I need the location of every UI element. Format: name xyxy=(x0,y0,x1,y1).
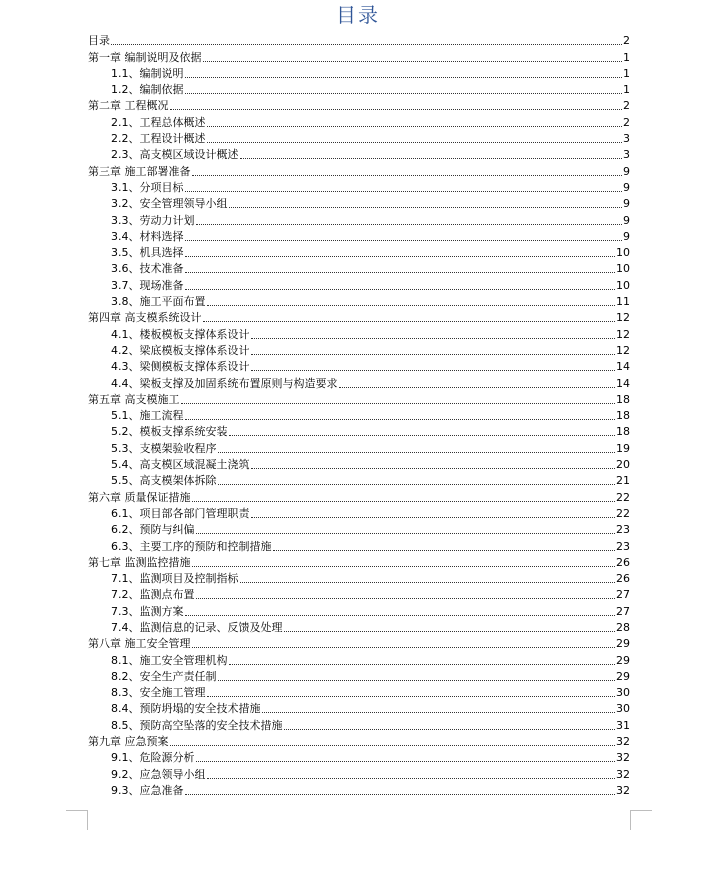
dot-leader xyxy=(185,240,623,241)
dot-leader xyxy=(251,354,616,355)
toc-entry[interactable] xyxy=(88,391,630,407)
dot-leader xyxy=(185,256,616,257)
toc-entry-page-number[interactable]: 1 xyxy=(623,83,630,97)
toc-entry[interactable] xyxy=(88,65,630,81)
dot-leader xyxy=(229,207,623,208)
dot-leader xyxy=(185,77,623,78)
toc-entry[interactable] xyxy=(88,374,630,390)
dot-leader xyxy=(192,566,616,567)
toc-entry-text[interactable]: 7.1、监测项目及控制指标 xyxy=(111,572,239,586)
toc-entry-text[interactable]: 7.2、监测点布置 xyxy=(111,588,195,602)
toc-entry-text[interactable]: 6.2、预防与纠偏 xyxy=(111,523,195,537)
toc-entry-page-number[interactable]: 11 xyxy=(616,295,630,309)
dot-leader xyxy=(196,761,616,762)
toc-entry-page-number[interactable]: 9 xyxy=(623,164,630,178)
crop-mark-left xyxy=(66,810,88,811)
toc-entry-page-number[interactable]: 2 xyxy=(623,99,630,113)
toc-entry-text[interactable]: 3.6、技术准备 xyxy=(111,262,184,276)
toc-entry-page-number[interactable]: 29 xyxy=(616,669,630,683)
dot-leader xyxy=(192,647,616,648)
toc-entry-text[interactable]: 1.2、编制依据 xyxy=(111,83,184,97)
toc-entry[interactable] xyxy=(88,276,630,292)
toc-entry-page-number[interactable]: 22 xyxy=(616,506,630,520)
toc-entry[interactable] xyxy=(88,684,630,700)
toc-entry-page-number[interactable]: 2 xyxy=(623,115,630,129)
toc-entry-page-number[interactable]: 32 xyxy=(616,767,630,781)
toc-entry-text[interactable]: 第七章 监测监控措施 xyxy=(88,555,191,569)
toc-entry-page-number[interactable]: 22 xyxy=(616,490,630,504)
toc-entry[interactable] xyxy=(88,81,630,97)
dot-leader xyxy=(185,419,616,420)
toc-entry-page-number[interactable]: 26 xyxy=(616,572,630,586)
dot-leader xyxy=(273,550,616,551)
toc-entry-page-number[interactable]: 18 xyxy=(616,409,630,423)
dot-leader xyxy=(170,745,616,746)
toc-entry-text[interactable]: 2.1、工程总体概述 xyxy=(111,115,206,129)
toc-entry-text[interactable]: 5.5、高支模架体拆除 xyxy=(111,474,217,488)
toc-entry-page-number[interactable]: 27 xyxy=(616,604,630,618)
toc-entry[interactable] xyxy=(88,228,630,244)
toc-entry-page-number[interactable]: 28 xyxy=(616,620,630,634)
toc-entry-page-number[interactable]: 30 xyxy=(616,686,630,700)
toc-entry-page-number[interactable]: 21 xyxy=(616,474,630,488)
toc-entry-page-number[interactable]: 18 xyxy=(616,425,630,439)
toc-entry-page-number[interactable]: 9 xyxy=(623,197,630,211)
toc-entry[interactable] xyxy=(88,635,630,651)
toc-entry-text[interactable]: 5.3、支模架验收程序 xyxy=(111,441,217,455)
toc-entry-text[interactable]: 9.2、应急领导小组 xyxy=(111,767,206,781)
dot-leader xyxy=(185,191,623,192)
toc-entry[interactable] xyxy=(88,602,630,618)
toc-entry-text[interactable]: 8.4、预防坍塌的安全技术措施 xyxy=(111,702,261,716)
toc-entry-page-number[interactable]: 32 xyxy=(616,735,630,749)
dot-leader xyxy=(170,109,623,110)
toc-entry[interactable] xyxy=(88,619,630,635)
toc-entry-page-number[interactable]: 29 xyxy=(616,653,630,667)
toc-entry-page-number[interactable]: 12 xyxy=(616,343,630,357)
toc-entry[interactable] xyxy=(88,325,630,341)
toc-entry-page-number[interactable]: 9 xyxy=(623,229,630,243)
toc-entry-text[interactable]: 目录 xyxy=(88,34,110,48)
toc-entry-page-number[interactable]: 14 xyxy=(616,376,630,390)
dot-leader xyxy=(218,484,616,485)
page-title: 目录 xyxy=(336,3,380,27)
toc-entry-page-number[interactable]: 3 xyxy=(623,132,630,146)
toc-entry-text[interactable]: 2.2、工程设计概述 xyxy=(111,132,206,146)
toc-entry[interactable] xyxy=(88,488,630,504)
toc-entry-page-number[interactable]: 12 xyxy=(616,327,630,341)
dot-leader xyxy=(207,126,623,127)
toc-entry[interactable] xyxy=(88,782,630,798)
dot-leader xyxy=(203,321,616,322)
toc-entry-page-number[interactable]: 10 xyxy=(616,246,630,260)
toc-entry[interactable] xyxy=(88,423,630,439)
toc-entry[interactable] xyxy=(88,309,630,325)
toc-entry[interactable] xyxy=(88,162,630,178)
dot-leader xyxy=(251,338,616,339)
toc-entry-text[interactable]: 6.1、项目部各部门管理职责 xyxy=(111,506,250,520)
toc-entry-text[interactable]: 8.3、安全施工管理 xyxy=(111,686,206,700)
toc-entry-text[interactable]: 第五章 高支模施工 xyxy=(88,392,180,406)
toc-entry-page-number[interactable]: 10 xyxy=(616,278,630,292)
dot-leader xyxy=(262,712,616,713)
toc-entry[interactable] xyxy=(88,765,630,781)
toc-entry[interactable] xyxy=(88,716,630,732)
dot-leader xyxy=(185,794,616,795)
toc-entry[interactable] xyxy=(88,293,630,309)
toc-entry-text[interactable]: 4.2、梁底模板支撑体系设计 xyxy=(111,343,250,357)
toc-entry-text[interactable]: 7.3、监测方案 xyxy=(111,604,184,618)
toc-entry[interactable] xyxy=(88,130,630,146)
toc-entry-text[interactable]: 7.4、监测信息的记录、反馈及处理 xyxy=(111,620,283,634)
toc-entry-page-number[interactable]: 23 xyxy=(616,523,630,537)
toc-entry[interactable] xyxy=(88,113,630,129)
toc-entry-page-number[interactable]: 2 xyxy=(623,34,630,48)
toc-entry-text[interactable]: 5.4、高支模区域混凝土浇筑 xyxy=(111,458,250,472)
dot-leader xyxy=(207,305,616,306)
toc-entry[interactable] xyxy=(88,146,630,162)
dot-leader xyxy=(196,598,616,599)
toc-entry-page-number[interactable]: 3 xyxy=(623,148,630,162)
toc-entry-text[interactable]: 第六章 质量保证措施 xyxy=(88,490,191,504)
dot-leader xyxy=(251,517,616,518)
toc-entry[interactable] xyxy=(88,570,630,586)
table-of-contents xyxy=(88,32,630,798)
dot-leader xyxy=(185,615,616,616)
toc-entry-page-number[interactable]: 1 xyxy=(623,50,630,64)
toc-entry-text[interactable]: 5.2、模板支撑系统安装 xyxy=(111,425,228,439)
toc-entry-text[interactable]: 5.1、施工流程 xyxy=(111,409,184,423)
toc-entry-text[interactable]: 3.3、劳动力计划 xyxy=(111,213,195,227)
dot-leader xyxy=(284,631,616,632)
toc-entry[interactable] xyxy=(88,342,630,358)
toc-entry[interactable] xyxy=(88,700,630,716)
toc-entry[interactable] xyxy=(88,668,630,684)
toc-entry-text[interactable]: 4.1、楼板模板支撑体系设计 xyxy=(111,327,250,341)
dot-leader xyxy=(339,387,616,388)
toc-entry-text[interactable]: 第三章 施工部署准备 xyxy=(88,164,191,178)
dot-leader xyxy=(196,533,616,534)
dot-leader xyxy=(207,696,616,697)
dot-leader xyxy=(203,61,623,62)
toc-entry-page-number[interactable]: 20 xyxy=(616,458,630,472)
toc-entry[interactable] xyxy=(88,505,630,521)
dot-leader xyxy=(185,272,616,273)
toc-entry-page-number[interactable]: 14 xyxy=(616,360,630,374)
toc-entry-text[interactable]: 2.3、高支模区域设计概述 xyxy=(111,148,239,162)
dot-leader xyxy=(229,664,616,665)
toc-entry-text[interactable]: 第九章 应急预案 xyxy=(88,735,169,749)
toc-entry-text[interactable]: 3.4、材料选择 xyxy=(111,229,184,243)
toc-entry[interactable] xyxy=(88,439,630,455)
toc-entry[interactable] xyxy=(88,358,630,374)
dot-leader xyxy=(284,729,616,730)
toc-entry-page-number[interactable]: 9 xyxy=(623,180,630,194)
crop-mark-left-vertical xyxy=(87,810,88,830)
toc-entry-text[interactable]: 第四章 高支模系统设计 xyxy=(88,311,202,325)
crop-mark-right xyxy=(630,810,652,811)
toc-entry[interactable] xyxy=(88,521,630,537)
toc-entry-page-number[interactable]: 19 xyxy=(616,441,630,455)
toc-entry[interactable] xyxy=(88,733,630,749)
toc-entry[interactable] xyxy=(88,749,630,765)
toc-entry[interactable] xyxy=(88,179,630,195)
toc-entry-text[interactable]: 8.1、施工安全管理机构 xyxy=(111,653,228,667)
dot-leader xyxy=(229,435,616,436)
dot-leader xyxy=(181,403,616,404)
toc-entry[interactable] xyxy=(88,48,630,64)
toc-entry-page-number[interactable]: 12 xyxy=(616,311,630,325)
toc-entry-text[interactable]: 3.5、机具选择 xyxy=(111,246,184,260)
toc-entry-text[interactable]: 6.3、主要工序的预防和控制措施 xyxy=(111,539,272,553)
toc-entry-text[interactable]: 3.8、施工平面布置 xyxy=(111,295,206,309)
toc-entry-page-number[interactable]: 32 xyxy=(616,783,630,797)
dot-leader xyxy=(185,289,616,290)
toc-entry-text[interactable]: 第八章 施工安全管理 xyxy=(88,637,191,651)
dot-leader xyxy=(207,778,616,779)
crop-mark-right-vertical xyxy=(630,810,631,830)
toc-entry-page-number[interactable]: 26 xyxy=(616,555,630,569)
toc-entry[interactable] xyxy=(88,244,630,260)
toc-entry-text[interactable]: 9.3、应急准备 xyxy=(111,783,184,797)
toc-entry[interactable] xyxy=(88,260,630,276)
toc-entry[interactable] xyxy=(88,32,630,48)
toc-entry-page-number[interactable]: 31 xyxy=(616,718,630,732)
toc-entry[interactable] xyxy=(88,651,630,667)
toc-entry-text[interactable]: 第一章 编制说明及依据 xyxy=(88,50,202,64)
toc-entry-page-number[interactable]: 32 xyxy=(616,751,630,765)
dot-leader xyxy=(251,468,616,469)
toc-entry-text[interactable]: 8.2、安全生产责任制 xyxy=(111,669,217,683)
toc-entry-page-number[interactable]: 9 xyxy=(623,213,630,227)
toc-entry[interactable] xyxy=(88,195,630,211)
toc-entry-page-number[interactable]: 30 xyxy=(616,702,630,716)
toc-entry-text[interactable]: 3.1、分项目标 xyxy=(111,180,184,194)
dot-leader xyxy=(192,175,623,176)
dot-leader xyxy=(240,158,623,159)
toc-entry[interactable] xyxy=(88,554,630,570)
dot-leader xyxy=(207,142,623,143)
toc-entry-text[interactable]: 9.1、危险源分析 xyxy=(111,751,195,765)
toc-entry-page-number[interactable]: 18 xyxy=(616,392,630,406)
toc-entry[interactable] xyxy=(88,586,630,602)
toc-entry[interactable] xyxy=(88,537,630,553)
dot-leader xyxy=(251,370,616,371)
toc-entry-page-number[interactable]: 23 xyxy=(616,539,630,553)
toc-entry-page-number[interactable]: 29 xyxy=(616,637,630,651)
toc-entry-text[interactable]: 8.5、预防高空坠落的安全技术措施 xyxy=(111,718,283,732)
toc-entry[interactable] xyxy=(88,97,630,113)
toc-entry-page-number[interactable]: 1 xyxy=(623,66,630,80)
toc-entry-text[interactable]: 3.2、安全管理领导小组 xyxy=(111,197,228,211)
toc-entry-page-number[interactable]: 10 xyxy=(616,262,630,276)
toc-entry-text[interactable]: 第二章 工程概况 xyxy=(88,99,169,113)
toc-entry[interactable] xyxy=(88,407,630,423)
dot-leader xyxy=(240,582,616,583)
toc-entry[interactable] xyxy=(88,211,630,227)
dot-leader xyxy=(192,501,616,502)
dot-leader xyxy=(111,44,622,45)
toc-entry-text[interactable]: 1.1、编制说明 xyxy=(111,66,184,80)
dot-leader xyxy=(218,452,616,453)
dot-leader xyxy=(196,224,623,225)
toc-entry-text[interactable]: 3.7、现场准备 xyxy=(111,278,184,292)
dot-leader xyxy=(218,680,616,681)
toc-entry-text[interactable]: 4.3、梁侧模板支撑体系设计 xyxy=(111,360,250,374)
toc-entry[interactable] xyxy=(88,456,630,472)
toc-entry-page-number[interactable]: 27 xyxy=(616,588,630,602)
dot-leader xyxy=(185,93,623,94)
toc-entry[interactable] xyxy=(88,472,630,488)
toc-entry-text[interactable]: 4.4、梁板支撑及加固系统布置原则与构造要求 xyxy=(111,376,338,390)
